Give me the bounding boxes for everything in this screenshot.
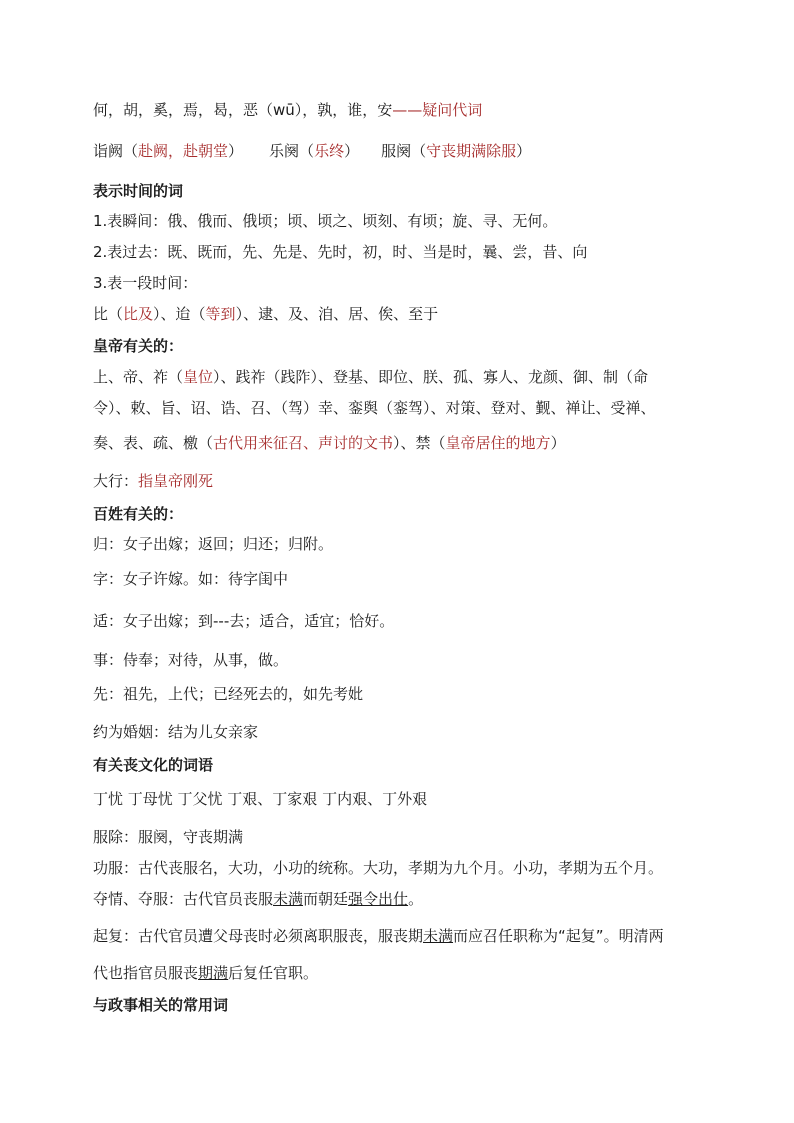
- line-emperor-3: [93, 434, 713, 452]
- text: 。: [408, 890, 424, 908]
- heading-politics: 与政事相关的常用词: [93, 996, 229, 1014]
- red-text: 皇帝居住的地方: [445, 434, 551, 452]
- text: ）: [228, 142, 244, 160]
- red-text: 赴阙，赴朝堂: [138, 142, 229, 160]
- text: 乐阕（: [269, 142, 315, 160]
- underlined-text: 未满: [423, 927, 454, 945]
- line-marriage: 约为婚姻：结为儿女亲家: [93, 723, 259, 741]
- line-time-past: 2.表过去：既、既而，先、先是、先时，初，时、当是时，曩、尝，昔、向: [93, 243, 588, 261]
- heading-time-words: 表示时间的词: [93, 182, 184, 200]
- heading-people: 百姓有关的：: [93, 505, 184, 523]
- line-interrogative-pronouns: [93, 101, 713, 119]
- text: 奏、表、疏、檄（: [93, 434, 214, 452]
- line-emperor-2: 令）、敕、旨、诏、诰、召、（驾）幸、銮舆（銮驾）、对策、登对、觐、禅让、受禅、: [93, 399, 656, 417]
- line-qifu-cont: [93, 964, 713, 982]
- underlined-text: 期满: [198, 964, 229, 982]
- line-time-period-label: 3.表一段时间：: [93, 274, 198, 292]
- text: 夺情、夺服：古代官员丧服: [93, 890, 274, 908]
- text: 比（: [93, 305, 124, 323]
- red-text: 乐终: [314, 142, 345, 160]
- line-emperor-1: [93, 368, 713, 386]
- text: 大行：: [93, 472, 139, 490]
- line-daxing: [93, 472, 713, 490]
- text: ）: [516, 142, 532, 160]
- underlined-text: 强令出仕: [348, 890, 409, 908]
- red-text: 等到: [205, 305, 236, 323]
- red-text: 守丧期满除服: [426, 142, 517, 160]
- text: 何，胡，奚，焉，曷，恶（wū），孰，谁，安: [93, 101, 393, 119]
- text: 诣阙（: [93, 142, 139, 160]
- text: 而应召任职称为“起复”。明清两: [453, 927, 664, 945]
- text: 服阕（: [381, 142, 427, 160]
- underlined-text: 未满: [273, 890, 304, 908]
- red-text: ——疑问代词: [392, 101, 483, 119]
- text: ）、践祚（践阼）、登基、即位、朕、孤、寡人、龙颜、御、制（命: [213, 368, 649, 386]
- line-time-instant: 1.表瞬间：俄、俄而、俄顷；顷、顷之、顷刻、有顷；旋、寻、无何。: [93, 212, 558, 230]
- heading-emperor: 皇帝有关的：: [93, 337, 184, 355]
- text: 后复任官职。: [228, 964, 319, 982]
- text: ）: [550, 434, 566, 452]
- text: 而朝廷: [303, 890, 349, 908]
- line-xian: 先：祖先，上代；已经死去的，如先考妣: [93, 685, 364, 703]
- red-text: 指皇帝刚死: [138, 472, 214, 490]
- text: 上、帝、祚（: [93, 368, 184, 386]
- line-gui: 归：女子出嫁；返回；归还；归附。: [93, 535, 334, 553]
- text: ）: [344, 142, 360, 160]
- line-shi-serve: 事：侍奉；对待，从事，做。: [93, 651, 289, 669]
- heading-mourning: 有关丧文化的词语: [93, 756, 214, 774]
- line-qifu: [93, 927, 713, 945]
- line-dingyou: 丁忧 丁母忧 丁父忧 丁艰、丁家艰 丁内艰、丁外艰: [93, 790, 428, 808]
- red-text: 比及: [123, 305, 154, 323]
- text: 代也指官员服丧: [93, 964, 199, 982]
- red-text: 皇位: [183, 368, 214, 386]
- text: ）、禁（: [393, 434, 446, 452]
- red-text: 古代用来征召、声讨的文书: [213, 434, 394, 452]
- line-fuchu: 服除：服阕，守丧期满: [93, 828, 244, 846]
- line-time-period: [93, 305, 713, 323]
- line-duoqing: [93, 890, 713, 908]
- line-zi: 字：女子许嫁。如：待字闺中: [93, 570, 289, 588]
- text: ）、逮、及、洎、居、俟、至于: [235, 305, 439, 323]
- line-gongfu: 功服：古代丧服名，大功，小功的统称。大功，孝期为九个月。小功，孝期为五个月。: [93, 859, 664, 877]
- text: ）、迨（: [153, 305, 206, 323]
- text: 起复：古代官员遭父母丧时必须离职服丧，服丧期: [93, 927, 424, 945]
- line-que-terms: [93, 142, 713, 160]
- line-shi: 适：女子出嫁；到---去；适合，适宜；恰好。: [93, 612, 395, 630]
